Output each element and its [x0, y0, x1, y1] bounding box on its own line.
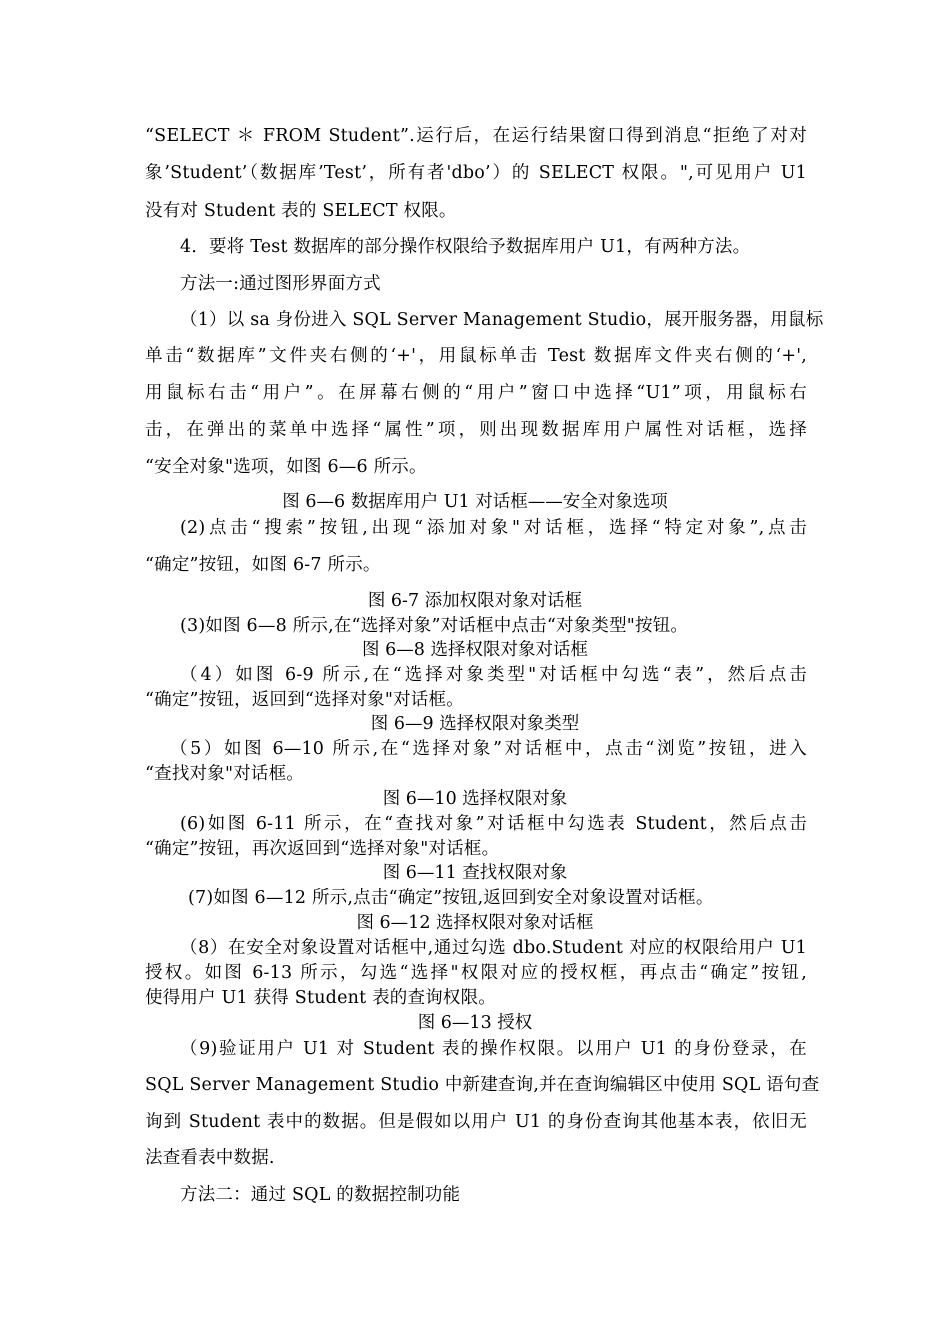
figure-caption: 图 6-7 添加权限对象对话框	[367, 591, 583, 611]
paragraph-line: 询到 Student 表中的数据。但是假如以用户 U1 的身份查询其他基本表，依旧无	[145, 1112, 807, 1132]
paragraph-line: （5）如图 6—10 所示,在“选择对象”对话框中，点击“浏览”按钮，进入	[170, 739, 807, 759]
paragraph-line: “SELECT ＊ FROM Student”.运行后，在运行结果窗口得到消息“拒绝了对对	[145, 126, 807, 146]
paragraph-line: 授权。如图 6-13 所示，勾选“选择"权限对应的授权框，再点击“确定”按钮,	[145, 963, 807, 983]
paragraph-line: “确定”按钮，返回到“选择对象"对话框。	[145, 690, 464, 710]
figure-caption: 图 6—9 选择权限对象类型	[370, 714, 580, 734]
paragraph-line: “确定”按钮，如图 6-7 所示。	[145, 555, 381, 575]
paragraph-line: （1）以 sa 身份进入 SQL Server Management Studio，展开服务器，用鼠标	[180, 310, 824, 330]
paragraph-line: 击，在弹出的菜单中选择“属性”项，则出现数据库用户属性对话框，选择	[145, 420, 807, 440]
paragraph-line: 用鼠标右击“用户”。在屏幕右侧的“用户”窗口中选择“U1”项，用鼠标右	[145, 383, 807, 403]
figure-caption: 图 6—8 选择权限对象对话框	[362, 640, 588, 660]
paragraph-line: 法查看表中数据.	[145, 1148, 275, 1168]
paragraph-line: 没有对 Student 表的 SELECT 权限。	[145, 201, 457, 221]
paragraph-line: （9)验证用户 U1 对 Student 表的操作权限。以用户 U1 的身份登录，在	[180, 1039, 807, 1059]
paragraph-line: (2)点击“搜索”按钮,出现“添加对象"对话框，选择“特定对象”,点击	[180, 518, 807, 538]
paragraph-line: “查找对象"对话框。	[145, 764, 304, 784]
figure-caption: 图 6—12 选择权限对象对话框	[356, 913, 594, 933]
paragraph-line: 使得用户 U1 获得 Student 表的查询权限。	[145, 988, 496, 1008]
paragraph-line: (3)如图 6—8 所示,在“选择对象”对话框中点击“对象类型"按钮。	[180, 616, 689, 636]
paragraph-line: 象’Student’（数据库’Test’，所有者'dbo’）的 SELECT 权限。",可见用户 U1	[145, 163, 807, 183]
section-heading: 方法二：通过 SQL 的数据控制功能	[180, 1185, 461, 1205]
paragraph-line: “安全对象"选项，如图 6—6 所示。	[145, 457, 427, 477]
paragraph-line: （4）如图 6-9 所示,在“选择对象类型"对话框中勾选“表”，然后点击	[180, 665, 807, 685]
section-heading: 方法一:通过图形界面方式	[180, 274, 381, 294]
figure-caption: 图 6—10 选择权限对象	[382, 789, 568, 809]
paragraph-line: 单击“数据库”文件夹右侧的‘+'，用鼠标单击 Test 数据库文件夹右侧的‘+',	[145, 346, 807, 366]
paragraph-line: SQL Server Management Studio 中新建查询,并在查询编辑区中使用 SQL 语句查	[145, 1075, 820, 1095]
paragraph-line: 4．要将 Test 数据库的部分操作权限给予数据库用户 U1，有两种方法。	[180, 237, 751, 257]
figure-caption: 图 6—13 授权	[417, 1013, 533, 1033]
paragraph-line: “确定”按钮，再次返回到“选择对象"对话框。	[145, 839, 500, 859]
paragraph-line: （8）在安全对象设置对话框中,通过勾选 dbo.Student 对应的权限给用户 U1	[180, 938, 807, 958]
figure-caption: 图 6—6 数据库用户 U1 对话框——安全对象选项	[282, 492, 668, 512]
paragraph-line: (6)如图 6-11 所示，在“查找对象”对话框中勾选表 Student，然后点击	[180, 814, 807, 834]
paragraph-line: (7)如图 6—12 所示,点击“确定”按钮,返回到安全对象设置对话框。	[188, 888, 714, 908]
figure-caption: 图 6—11 查找权限对象	[382, 863, 568, 883]
